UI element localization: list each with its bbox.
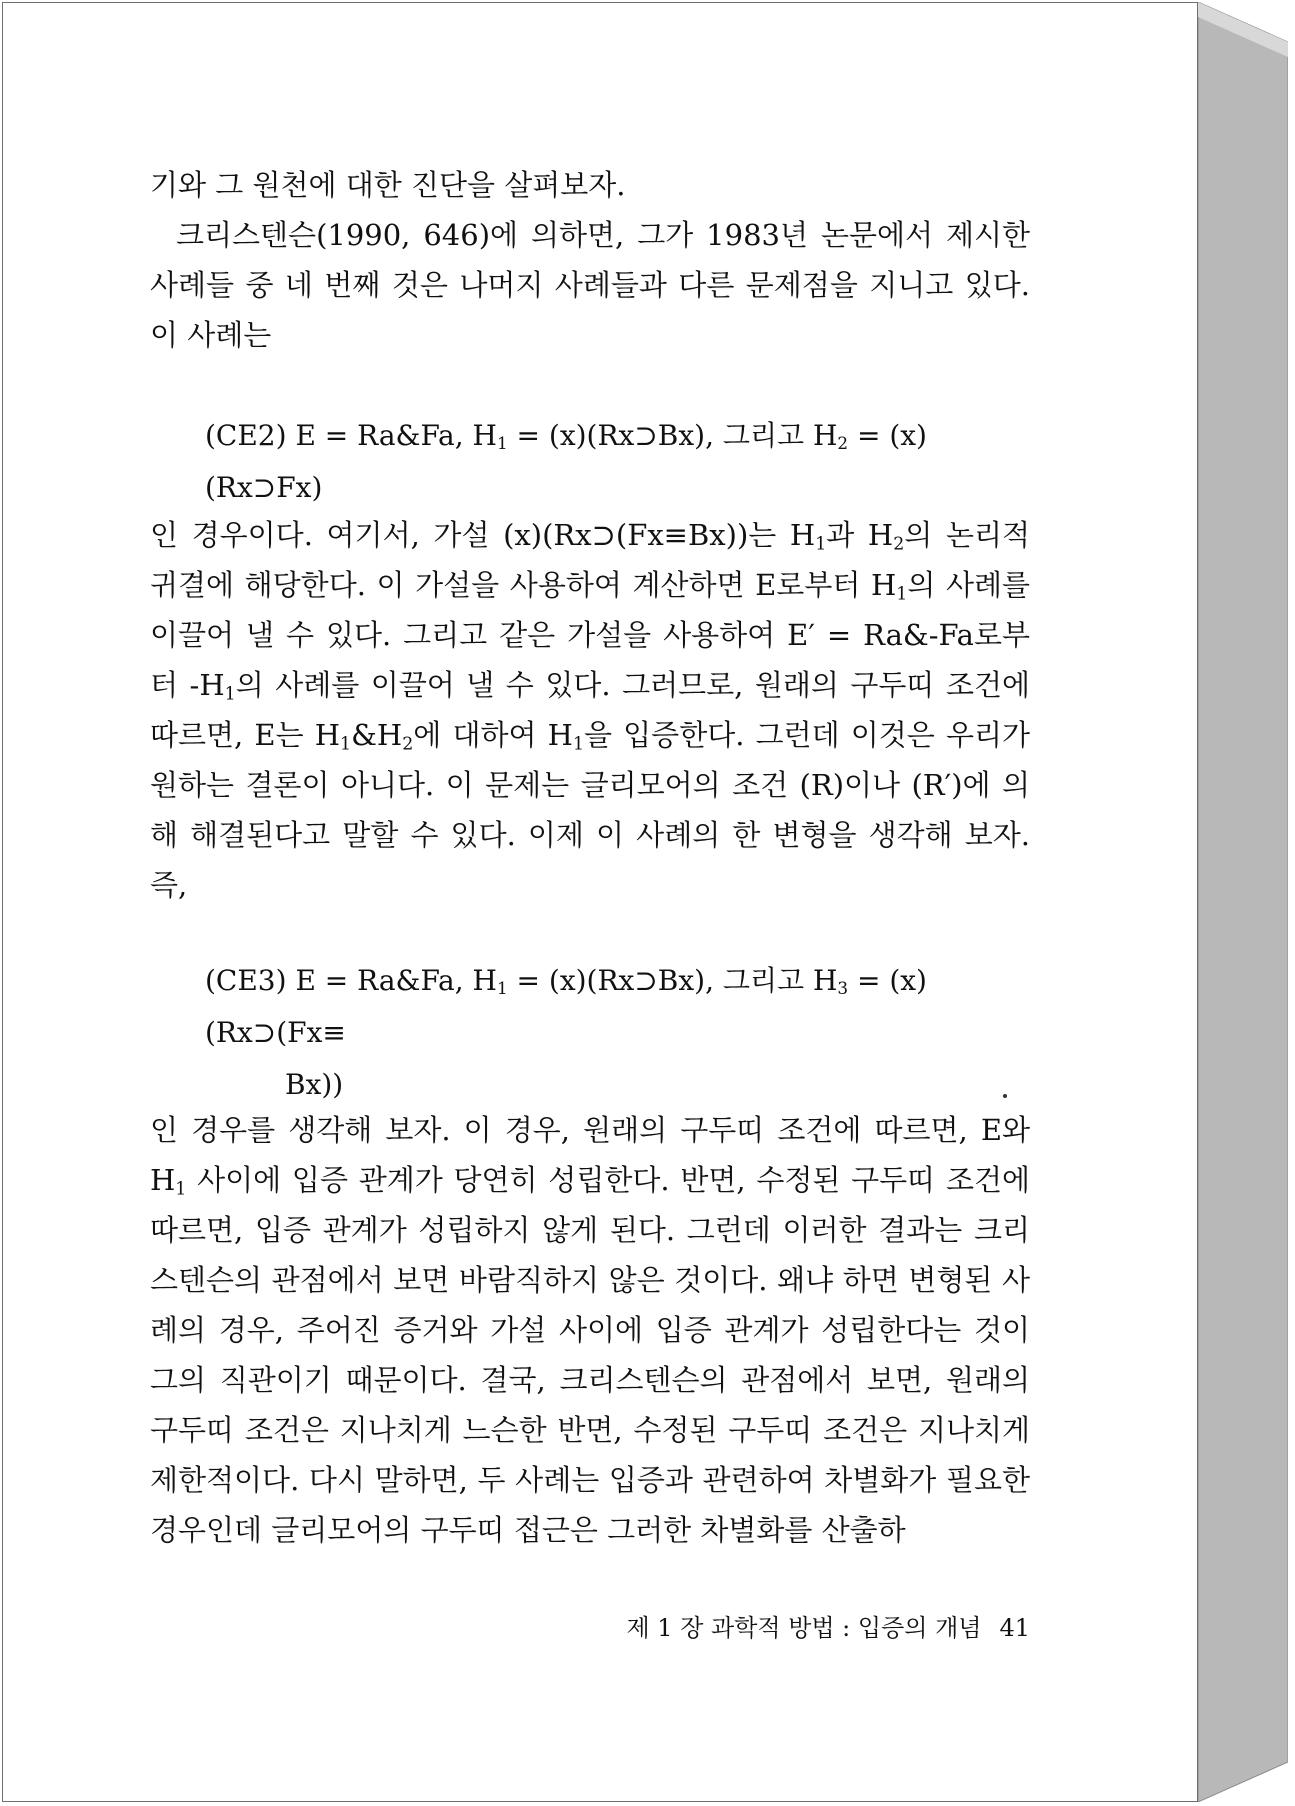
paragraph-ce3-discussion: 인 경우를 생각해 보자. 이 경우, 원래의 구두띠 조건에 따르면, E와 $H_1$ 사이에 입증 관계가 당연히 성립한다. 반면, 수정된 구두띠 조건에 따르면, 입증 관계가 성립하지 않게 된다. 그런데 이러한 결과는 크리스텐슨의 관점에서 보면 바람직하지 않은 것이다. 왜냐 하면 변형된 사례의 경우, 주어진 증거와 가설 사이에 입증 관계가 성립한다는 것이 그의 직관이기 때문이다. 결국, 크리스텐슨의 관점에서 보면, 원래의 구두띠 조건은 지나치게 느슨한 반면, 수정된 구두띠 조건은 지나치게 제한적이다. 다시 말하면, 두 사례는 입증과 관련하여 차별화가 필요한 경우인데 글리모어의 구두띠 접근은 그러한 차별화를 산출하 (150, 1113, 1030, 1547)
formula-label: (CE3) (205, 964, 287, 997)
formula-conj: 그리고 (722, 419, 805, 452)
formula-h3: $H_3$ (812, 964, 849, 999)
formula-ce3 (205, 955, 1030, 1111)
formula-h1: $H_1$ (472, 419, 508, 454)
formula-label: (CE2) (205, 419, 287, 452)
page-stack-edge (1198, 2, 1288, 1802)
formula-h1-def: = (x)(Rx⊃Bx), (516, 964, 714, 997)
formula-h1-def: = (x)(Rx⊃Bx), (516, 419, 714, 452)
paragraph-ce2-discussion: 인 경우이다. 여기서, 가설 (x)(Rx⊃(Fx≡Bx))는 $H_1$과 $H_2$의 논리적 귀결에 해당한다. 이 가설을 사용하여 계산하면 E로부터 $H_1$의 사례를 이끌어 낼 수 있다. 그리고 같은 가설을 사용하여 E′ = Ra&-Fa로부터 $-H_1$의 사례를 이끌어 낼 수 있다. 그러므로, 원래의 구두띠 조건에 따르면, E는 $H_1\&H_2$에 대하여 $H_1$을 입증한다. 그런데 이것은 우리가 원하는 결론이 아니다. 이 문제는 글리모어의 조건 (R)이나 (R′)에 의해 해결된다고 말할 수 있다. 이제 이 사례의 한 변형을 생각해 보자. 즉, (150, 518, 1030, 902)
text-line-first: 기와 그 원천에 대한 진단을 살펴보자. (150, 168, 626, 202)
stray-mark (1003, 1094, 1007, 1098)
page-number: 41 (999, 1614, 1030, 1642)
formula-h1: $H_1$ (472, 964, 508, 999)
formula-conj: 그리고 (722, 964, 805, 997)
paragraph-christensen-intro: 크리스텐슨(1990, 646)에 의하면, 그가 1983년 논문에서 제시한 사례들 중 네 번째 것은 나머지 사례들과 다른 문제점을 지니고 있다. 이 사례는 (150, 218, 1030, 352)
formula-h3-def: = (x)(Rx⊃(Fx≡ (205, 964, 927, 1049)
running-head: 제 1 장 과학적 방법 : 입증의 개념 (626, 1614, 982, 1642)
formula-h2: $H_2$ (812, 419, 849, 454)
formula-h3-continuation: Bx)) (285, 1068, 344, 1101)
formula-evidence: E = Ra&Fa, (295, 419, 464, 452)
formula-ce2 (205, 410, 1030, 514)
formula-evidence: E = Ra&Fa, (295, 964, 464, 997)
page-footer (595, 1608, 1030, 1643)
formula-h2-def: = (x)(Rx⊃Fx) (205, 419, 927, 504)
